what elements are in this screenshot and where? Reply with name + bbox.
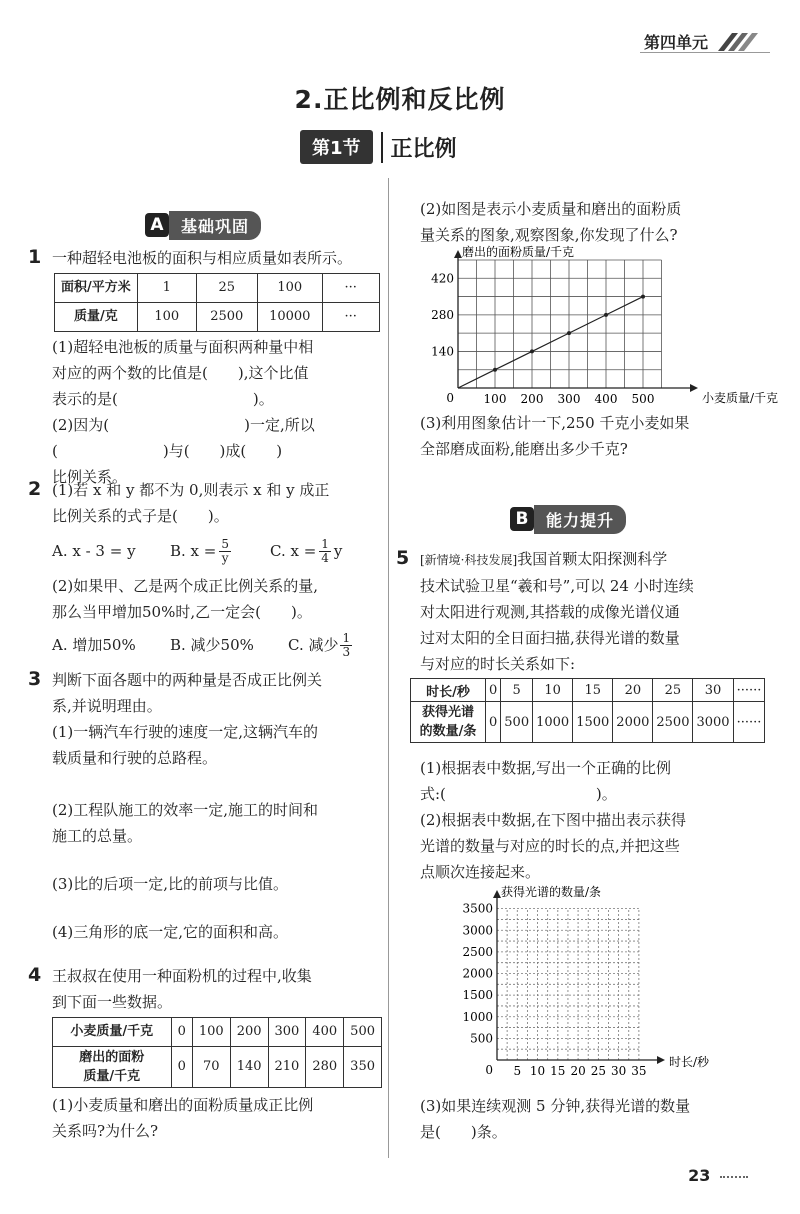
y-axis-arrow bbox=[493, 890, 501, 898]
table-cell: 0 bbox=[486, 679, 501, 702]
x-tick-label: 100 bbox=[483, 392, 507, 406]
y-axis-title: 获得光谱的数量/条 bbox=[501, 885, 602, 899]
q5-part1-line1: (1)根据表中数据,写出一个正确的比例 bbox=[420, 759, 672, 777]
q4-part3-line2: 全部磨成面粉,能磨出多少千克? bbox=[420, 440, 628, 458]
q2-option-b-prefix: B. x = bbox=[170, 542, 217, 560]
q2-part1-line1: (1)若 x 和 y 都不为 0,则表示 x 和 y 成正 bbox=[52, 481, 330, 499]
q5-stem-line1 bbox=[420, 546, 760, 573]
data-point bbox=[493, 368, 497, 372]
x-tick-label: 400 bbox=[594, 392, 618, 406]
q2-option-c-suffix: y bbox=[333, 542, 343, 560]
q3-number: 3 bbox=[28, 668, 42, 690]
part-a-label: 基础巩固 bbox=[169, 211, 261, 240]
section-name: 正比例 bbox=[381, 132, 457, 163]
table-cell: 210 bbox=[268, 1047, 306, 1088]
q4-number: 4 bbox=[28, 964, 42, 986]
part-a-heading bbox=[145, 212, 261, 238]
section-heading bbox=[300, 130, 457, 164]
table-row bbox=[411, 679, 765, 702]
unit-stripes-icon bbox=[714, 31, 758, 53]
table-cell: 300 bbox=[268, 1018, 306, 1047]
q5-stem-line3: 对太阳进行观测,其搭载的成像光谱仪通 bbox=[420, 603, 680, 621]
q2-option-c bbox=[270, 538, 342, 565]
q4-table-header-line1: 磨出的面粉 bbox=[79, 1050, 145, 1065]
q1-stem: 一种超轻电池板的面积与相应质量如表所示。 bbox=[52, 249, 353, 267]
q5-stem-line5: 与对应的时长关系如下: bbox=[420, 655, 576, 673]
q3-part1-line2: 载质量和行驶的总路程。 bbox=[52, 749, 218, 767]
table-cell: 10 bbox=[533, 679, 573, 702]
q3-part2-line2: 施工的总量。 bbox=[52, 827, 143, 845]
q5-stem-line4: 过对太阳的全日面扫描,获得光谱的数量 bbox=[420, 629, 680, 647]
table-cell: 2500 bbox=[653, 702, 693, 743]
table-row bbox=[53, 1047, 382, 1088]
q2-option-c-prefix: C. x = bbox=[270, 542, 317, 560]
table-cell: 100 bbox=[192, 1018, 230, 1047]
y-axis-title: 磨出的面粉质量/千克 bbox=[462, 245, 575, 259]
q2-option-c-fraction bbox=[319, 538, 331, 565]
q2-part2-option-a: A. 增加50% bbox=[52, 636, 136, 654]
page-number-dots bbox=[720, 1176, 748, 1178]
x-tick-label: 25 bbox=[590, 1064, 606, 1078]
q3-part2-line1: (2)工程队施工的效率一定,施工的时间和 bbox=[52, 801, 319, 819]
x-axis-arrow bbox=[657, 1056, 665, 1064]
q1-number: 1 bbox=[28, 246, 42, 268]
q2-option-b-fraction bbox=[219, 538, 231, 565]
q2-number: 2 bbox=[28, 478, 42, 500]
x-tick-label: 30 bbox=[610, 1064, 627, 1078]
fraction-numerator: 1 bbox=[321, 536, 329, 551]
table-cell: 2000 bbox=[613, 702, 653, 743]
table-cell bbox=[53, 1047, 172, 1088]
table-cell: ··· bbox=[322, 303, 379, 332]
table-cell: 10000 bbox=[257, 303, 322, 332]
x-axis-arrow bbox=[690, 384, 698, 392]
q5-part3-line2: 是( )条。 bbox=[420, 1123, 507, 1141]
flour-chart bbox=[410, 245, 779, 414]
q4-continued bbox=[420, 196, 760, 248]
page-number bbox=[688, 1166, 748, 1185]
q5-part2-line1: (2)根据表中数据,在下图中描出表示获得 bbox=[420, 811, 687, 829]
table-cell: 100 bbox=[137, 303, 196, 332]
x-tick-label: 200 bbox=[520, 392, 544, 406]
q5-stem-text: 我国首颗太阳探测科学 bbox=[517, 550, 668, 568]
table-cell: 0 bbox=[486, 702, 501, 743]
q5-part2-line3: 点顺次连接起来。 bbox=[420, 863, 541, 881]
table-cell: 0 bbox=[171, 1018, 192, 1047]
q5 bbox=[420, 546, 760, 677]
table-cell: 1000 bbox=[533, 702, 573, 743]
y-tick-label: 500 bbox=[470, 1031, 493, 1046]
table-cell: 15 bbox=[573, 679, 613, 702]
table-cell: 时长/秒 bbox=[411, 679, 486, 702]
origin-label: 0 bbox=[485, 1063, 493, 1077]
page-title: 2.正比例和反比例 bbox=[294, 85, 506, 114]
q1-part1-line3: 表示的是( )。 bbox=[52, 390, 274, 408]
q5-tag: [新情境·科技发展] bbox=[420, 553, 518, 567]
q4-table bbox=[52, 1017, 382, 1088]
table-cell: 200 bbox=[230, 1018, 268, 1047]
q5-table-header-line1: 获得光谱 bbox=[421, 705, 474, 720]
y-axis-arrow bbox=[454, 250, 462, 258]
q4-part1-line1: (1)小麦质量和磨出的面粉质量成正比例 bbox=[52, 1096, 314, 1114]
table-cell: 30 bbox=[693, 679, 733, 702]
data-point bbox=[530, 349, 534, 353]
q2-option-b bbox=[170, 538, 270, 565]
table-cell: 20 bbox=[613, 679, 653, 702]
q4-part1-line2: 关系吗?为什么? bbox=[52, 1122, 159, 1140]
q1-part1-line1: (1)超轻电池板的质量与面积两种量中相 bbox=[52, 338, 314, 356]
y-tick-label: 1500 bbox=[462, 988, 493, 1003]
table-cell: 70 bbox=[192, 1047, 230, 1088]
q5-table bbox=[410, 678, 765, 743]
table-cell: 质量/克 bbox=[55, 303, 138, 332]
y-tick-label: 2500 bbox=[462, 944, 493, 959]
table-cell: ······ bbox=[733, 679, 765, 702]
x-tick-label: 35 bbox=[631, 1064, 647, 1078]
x-axis-title: 小麦质量/千克 bbox=[702, 391, 779, 405]
q5-part1-line2: 式:( )。 bbox=[420, 785, 617, 803]
q2-part2-line2: 那么当甲增加50%时,乙一定会( )。 bbox=[52, 603, 312, 621]
part-b-heading bbox=[510, 506, 626, 532]
unit-label: 第四单元 bbox=[643, 33, 708, 52]
table-cell: 5 bbox=[501, 679, 533, 702]
y-tick-label: 3500 bbox=[462, 901, 493, 916]
q4-part2-line2: 量关系的图象,观察图象,你发现了什么? bbox=[420, 226, 678, 244]
section-badge: 第1节 bbox=[300, 130, 373, 164]
table-cell: 1 bbox=[137, 274, 196, 303]
q1-part2-line2: ( )与( )成( ) bbox=[52, 442, 283, 460]
table-cell: 500 bbox=[501, 702, 533, 743]
fraction-numerator: 5 bbox=[221, 536, 229, 551]
column-divider bbox=[388, 178, 389, 1158]
q1-table bbox=[54, 273, 380, 332]
y-tick-label: 3000 bbox=[462, 923, 493, 938]
q2-part2-option-c-prefix: C. 减少 bbox=[288, 636, 339, 654]
table-cell: 小麦质量/千克 bbox=[53, 1018, 172, 1047]
table-cell: 3000 bbox=[693, 702, 733, 743]
data-point bbox=[641, 295, 645, 299]
x-axis-title: 时长/秒 bbox=[669, 1055, 710, 1069]
y-tick-label: 420 bbox=[431, 271, 454, 286]
q2-options bbox=[52, 529, 382, 573]
page-number-text: 23 bbox=[688, 1166, 711, 1185]
q5-part2-line2: 光谱的数量与对应的时长的点,并把这些 bbox=[420, 837, 680, 855]
x-tick-label: 300 bbox=[557, 392, 581, 406]
q5-parts-1-2 bbox=[420, 755, 760, 885]
q3-stem-line1: 判断下面各题中的两种量是否成正比例关 bbox=[52, 671, 323, 689]
spectrum-chart bbox=[455, 884, 715, 1084]
table-row bbox=[53, 1018, 382, 1047]
q1-part2-line1: (2)因为( )一定,所以 bbox=[52, 416, 315, 434]
table-cell: 1500 bbox=[573, 702, 613, 743]
q4-part3-line1: (3)利用图象估计一下,250 千克小麦如果 bbox=[420, 414, 690, 432]
q4-stem-line1: 王叔叔在使用一种面粉机的过程中,收集 bbox=[52, 967, 312, 985]
table-row bbox=[411, 702, 765, 743]
q2-part2-option-c bbox=[288, 632, 352, 659]
q2-part2-line1: (2)如果甲、乙是两个成正比例关系的量, bbox=[52, 577, 319, 595]
q3-part3: (3)比的后项一定,比的前项与比值。 bbox=[52, 875, 289, 893]
q4-stem-line2: 到下面一些数据。 bbox=[52, 993, 173, 1011]
table-cell: ··· bbox=[322, 274, 379, 303]
q2-part2-option-c-fraction bbox=[340, 632, 352, 659]
q5-number: 5 bbox=[396, 547, 410, 569]
y-tick-label: 140 bbox=[431, 344, 454, 359]
part-b-label: 能力提升 bbox=[534, 505, 626, 534]
x-tick-label: 10 bbox=[529, 1064, 546, 1078]
table-cell: 25 bbox=[653, 679, 693, 702]
table-cell: 2500 bbox=[196, 303, 257, 332]
q3 bbox=[52, 667, 382, 945]
y-tick-label: 1000 bbox=[462, 1009, 493, 1024]
q5-table-header-line2: 的数量/条 bbox=[419, 724, 477, 739]
part-a-letter: A bbox=[145, 213, 169, 237]
table-cell: 280 bbox=[306, 1047, 344, 1088]
table-cell bbox=[411, 702, 486, 743]
table-cell: ······ bbox=[733, 702, 765, 743]
q2 bbox=[52, 477, 382, 665]
x-tick-label: 500 bbox=[631, 392, 655, 406]
table-cell: 500 bbox=[344, 1018, 382, 1047]
q3-stem-line2: 系,并说明理由。 bbox=[52, 697, 162, 715]
part-b-letter: B bbox=[510, 507, 534, 531]
q4-part3 bbox=[420, 410, 760, 462]
table-cell: 400 bbox=[306, 1018, 344, 1047]
data-point bbox=[567, 331, 571, 335]
q4-table-header-line2: 质量/千克 bbox=[83, 1069, 141, 1084]
data-point bbox=[604, 313, 608, 317]
q5-part3 bbox=[420, 1093, 760, 1145]
q2-part2-options bbox=[52, 625, 382, 665]
q3-part1-line1: (1)一辆汽车行驶的速度一定,这辆汽车的 bbox=[52, 723, 319, 741]
header-rule bbox=[640, 52, 770, 53]
q5-stem-line2: 技术试验卫星“羲和号”,可以 24 小时连续 bbox=[420, 577, 694, 595]
table-cell: 350 bbox=[344, 1047, 382, 1088]
q4 bbox=[52, 963, 382, 1144]
fraction-numerator: 1 bbox=[342, 630, 351, 645]
table-cell: 140 bbox=[230, 1047, 268, 1088]
q2-option-a: A. x - 3 = y bbox=[52, 542, 136, 560]
table-cell: 25 bbox=[196, 274, 257, 303]
table-row bbox=[55, 303, 380, 332]
q2-part1-line2: 比例关系的式子是( )。 bbox=[52, 507, 229, 525]
q1 bbox=[52, 245, 382, 490]
fraction-denominator: 4 bbox=[321, 550, 329, 565]
unit-header bbox=[644, 30, 758, 53]
x-tick-label: 5 bbox=[513, 1064, 522, 1078]
q1-part2-line3: 比例关系。 bbox=[52, 468, 128, 486]
x-tick-label: 15 bbox=[550, 1064, 566, 1078]
x-tick-label: 20 bbox=[570, 1064, 586, 1078]
table-cell: 100 bbox=[257, 274, 322, 303]
q3-part4: (4)三角形的底一定,它的面积和高。 bbox=[52, 923, 289, 941]
q2-part2-option-b: B. 减少50% bbox=[170, 636, 254, 654]
origin-label: 0 bbox=[446, 391, 454, 405]
y-tick-label: 280 bbox=[431, 307, 454, 322]
fraction-denominator: 3 bbox=[342, 644, 351, 659]
y-tick-label: 2000 bbox=[462, 966, 493, 981]
fraction-denominator: y bbox=[221, 550, 229, 565]
table-cell: 面积/平方米 bbox=[55, 274, 138, 303]
q4-part2-line1: (2)如图是表示小麦质量和磨出的面粉质 bbox=[420, 200, 682, 218]
q5-part3-line1: (3)如果连续观测 5 分钟,获得光谱的数量 bbox=[420, 1097, 691, 1115]
table-row bbox=[55, 274, 380, 303]
table-cell: 0 bbox=[171, 1047, 192, 1088]
q1-part1-line2: 对应的两个数的比值是( ),这个比值 bbox=[52, 364, 309, 382]
